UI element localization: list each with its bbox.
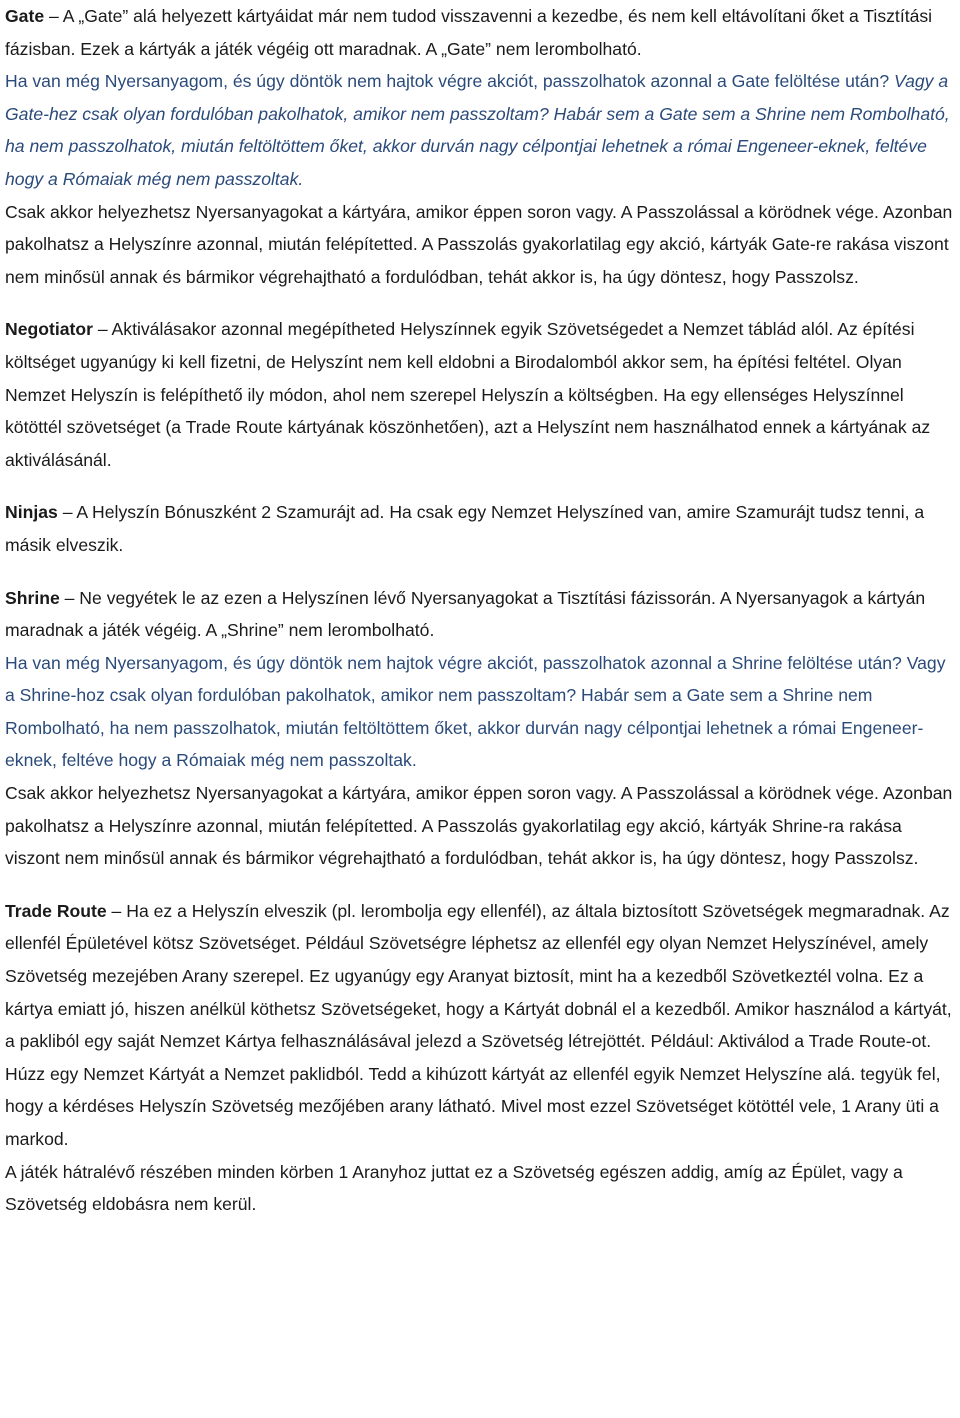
faq-question-plain: Ha van még Nyersanyagom, és úgy döntök nem hajtok végre akciót, passzolhatok azonnal a Gate felöltése után? xyxy=(5,71,890,92)
entry-definition xyxy=(5,313,956,476)
faq-answer: Csak akkor helyezhetsz Nyersanyagokat a kártyára, amikor éppen soron vagy. A Passzolással a körödnek vége. Azonban pakolhatsz a Helyszínre azonnal, miután felépítetted. A Passzolás gyakorlatilag egy akció, kártyák Gate-re rakása viszont nem minősül annak és bármikor végrehajtható a fordulódban, tehát akkor is, ha úgy döntesz, hogy Passzolsz. xyxy=(5,201,953,287)
faq-question xyxy=(5,65,956,195)
entry-definition xyxy=(5,582,956,647)
entry-text: – Aktiválásakor azonnal megépítheted Helyszínnek egyik Szövetségedet a Nemzet táblád alól. Az építési költséget ugyanúgy ki kell fizetni, de Helyszínt nem kell eldobni a Birodalomból akkor sem, ha építési feltétel. Olyan Nemzet Helyszín is felépíthető ily módon, ahol nem szerepel Helyszín a költségben. Ha egy ellenséges Helyszínnel kötöttél szövetséget (a Trade Route kártyának köszönhetően), azt a Helyszínt nem használhatod ennek a kártyának az aktiválásánál. xyxy=(5,319,931,470)
faq-question-plain: Ha van még Nyersanyagom, és úgy döntök nem hajtok végre akciót, passzolhatok azonnal a Shrine felöltése után? Vagy a Shrine-hoz csak olyan fordulóban pakolhatok, amikor nem passzoltam? Habár sem a Gate sem a Shrine nem Rombolható, ha nem passzolhatok, miután feltöltöttem őket, akkor durván nagy célpontjai lehetnek a római Engeneer-eknek, feltéve hogy a Rómaiak még nem passzoltak. xyxy=(5,652,946,771)
faq-question-italic: Vagy a Gate-hez csak olyan fordulóban pakolhatok, amikor nem passzoltam? Habár sem a Gate sem a Shrine nem Rombolható, ha nem passzolhatok, miután feltöltöttem őket, akkor durván nagy célpontjai lehetnek a római Engeneer-eknek, feltéve hogy a Rómaiak még nem passzoltak. xyxy=(5,71,950,189)
entry-trade-route xyxy=(5,895,956,1221)
entry-term: Shrine xyxy=(5,587,60,608)
entry-term: Negotiator xyxy=(5,319,93,340)
faq-answer: Csak akkor helyezhetsz Nyersanyagokat a kártyára, amikor éppen soron vagy. A Passzolással a körödnek vége. Azonban pakolhatsz a Helyszínre azonnal, miután felépítetted. A Passzolás gyakorlatilag egy akció, kártyák Shrine-ra rakása viszont nem minősül annak és bármikor végrehajtható a fordulódban, tehát akkor is, ha úgy döntesz, hogy Passzolsz. xyxy=(5,783,953,869)
entry-ninjas xyxy=(5,496,956,561)
entry-term: Ninjas xyxy=(5,502,58,523)
entry-negotiator xyxy=(5,313,956,476)
entry-text: – A Helyszín Bónuszként 2 Szamurájt ad. Ha csak egy Nemzet Helyszíned van, amire Szamurájt tudsz tenni, a másik elveszik. xyxy=(5,502,925,555)
entry-shrine xyxy=(5,582,956,875)
entry-text: – Ne vegyétek le az ezen a Helyszínen lévő Nyersanyagokat a Tisztítási fázissorán. A Nyersanyagok a kártyán maradnak a játék végéig. A „Shrine” nem lerombolható. xyxy=(5,587,926,641)
entry-extra: A játék hátralévő részében minden körben 1 Aranyhoz juttat ez a Szövetség egészen addig, amíg az Épület, vagy a Szövetség eldobásra nem kerül. xyxy=(5,1161,903,1215)
entry-definition xyxy=(5,895,956,1156)
entry-definition xyxy=(5,0,956,65)
entry-term: Gate xyxy=(5,6,45,26)
entry-definition xyxy=(5,496,956,561)
faq-question xyxy=(5,647,956,777)
entry-gate xyxy=(5,0,956,293)
entry-text: – A „Gate” alá helyezett kártyáidat már nem tudod visszavenni a kezedbe, és nem kell eltávolítani őket a Tisztítási fázisban. Ezek a kártyák a játék végéig ott maradnak. A „Gate” nem lerombolható. xyxy=(5,6,933,59)
entry-term: Trade Route xyxy=(5,900,107,921)
entry-text: – Ha ez a Helyszín elveszik (pl. lerombolja egy ellenfél), az általa biztosított Szövetségek megmaradnak. Az ellenfél Épületével kötsz Szövetséget. Például Szövetségre léphetsz az ellenfél egy olyan Nemzet Helyszínével, amely Szövetség mezejében Arany szerepel. Ez ugyanúgy egy Aranyat biztosít, mint ha a kezedből Szövetkeztél volna. Ez a kártya emiatt jó, hiszen anélkül köthetsz Szövetségeket, hogy a Kártyát dobnál el a kezedből. Amikor használod a kártyát, a pakliból egy saját Nemzet Kártya felhasználásával jelezd a Szövetség létrejöttét. Például: Aktiválod a Trade Route-ot. Húzz egy Nemzet Kártyát a Nemzet paklidból. Tedd a kihúzott kártyát az ellenfél egyik Nemzet Helyszíne alá. tegyük fel, hogy a kérdéses Helyszín Szövetség mezőjében arany látható. Mivel most ezzel Szövetséget kötöttél vele, 1 Arany üti a markod. xyxy=(5,900,952,1149)
